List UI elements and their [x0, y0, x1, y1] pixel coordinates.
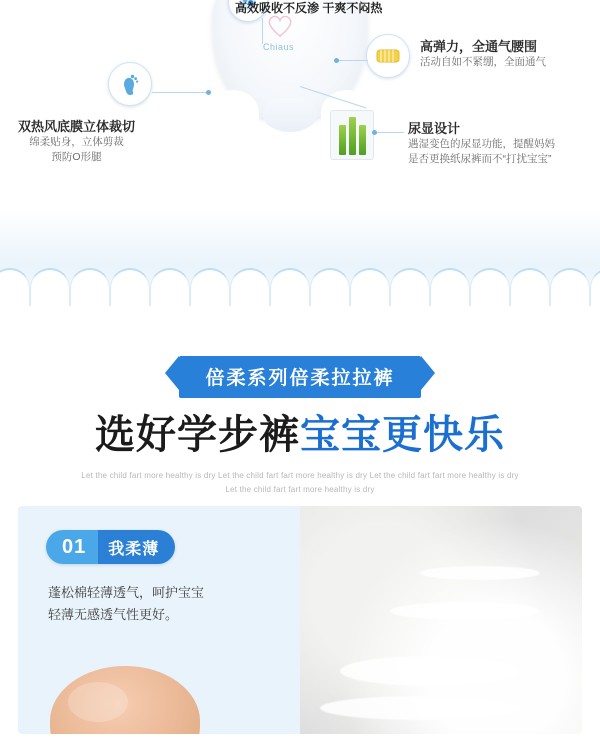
- product-brand-text: Chiaus: [263, 42, 295, 52]
- diaper-leg-cut-left: [207, 90, 259, 136]
- fabric-photo: [300, 506, 582, 734]
- feature-number-badge: [46, 530, 175, 564]
- callout-right-bottom: [408, 120, 555, 167]
- english-subtitle-line2: Let the child fart fart more healthy is dry: [225, 485, 375, 494]
- page-title-highlight: 宝宝更快乐: [300, 413, 505, 457]
- wet-indicator-strips-icon: [330, 110, 374, 160]
- leader-line-right-bottom: [376, 132, 404, 133]
- leader-dot-left: [206, 90, 211, 95]
- leader-line-right-top: [338, 60, 368, 61]
- waistband-icon: [366, 34, 410, 78]
- features-section: [0, 0, 600, 210]
- leader-line-left: [152, 92, 210, 93]
- callout-top-title: 高效吸收不反渗 干爽不闷热: [235, 1, 383, 15]
- callout-right-bottom-sub1: 遇湿变色的尿显功能，提醒妈妈: [408, 138, 555, 150]
- callout-right-top: [420, 38, 546, 70]
- callout-left-title: 双热风底膜立体裁切: [18, 119, 136, 134]
- callout-left-sub2: 预防O形腿: [51, 151, 102, 163]
- page-title: [0, 412, 600, 458]
- leader-dot-right-bottom: [372, 130, 377, 135]
- feature-description: [48, 582, 298, 626]
- callout-right-top-sub1: 活动自如不紧绷，全面通气: [420, 56, 546, 68]
- wave-scallops: [0, 268, 600, 308]
- feature-block-01: [18, 506, 582, 734]
- page-title-part1: 选好学步裤: [95, 413, 300, 457]
- feature-description-line1: 蓬松棉轻薄透气，呵护宝宝: [48, 585, 205, 600]
- leader-line-top: [262, 18, 263, 44]
- callout-right-bottom-sub2: 是否更换纸尿裤而不“打扰宝宝”: [408, 153, 552, 165]
- feature-description-line2: 轻薄无感透气性更好。: [48, 607, 179, 622]
- diaper-crotch-panel: [263, 98, 317, 132]
- callout-top: [235, 0, 382, 17]
- wave-divider: [0, 210, 600, 340]
- wave-base: [0, 306, 600, 340]
- series-ribbon: 倍柔系列倍柔拉拉裤: [179, 356, 420, 398]
- baby-foot-icon: [108, 62, 152, 106]
- english-subtitle-line1: Let the child fart more healthy is dry Let the child fart fart more healthy is dry Let the child fart fart more healthy is dry: [81, 471, 519, 480]
- callout-right-bottom-title: 尿显设计: [408, 121, 461, 136]
- leader-dot-right-top: [334, 58, 339, 63]
- feature-label: 我柔薄: [98, 530, 175, 564]
- headline-section: [0, 340, 600, 500]
- feature-number: 01: [46, 530, 98, 564]
- baby-photo: [50, 666, 200, 734]
- callout-left-sub1: 绵柔贴身，立体剪裁: [29, 136, 124, 148]
- callout-left: [18, 118, 135, 165]
- callout-right-top-title: 高弹力，全通气腰围: [420, 39, 538, 54]
